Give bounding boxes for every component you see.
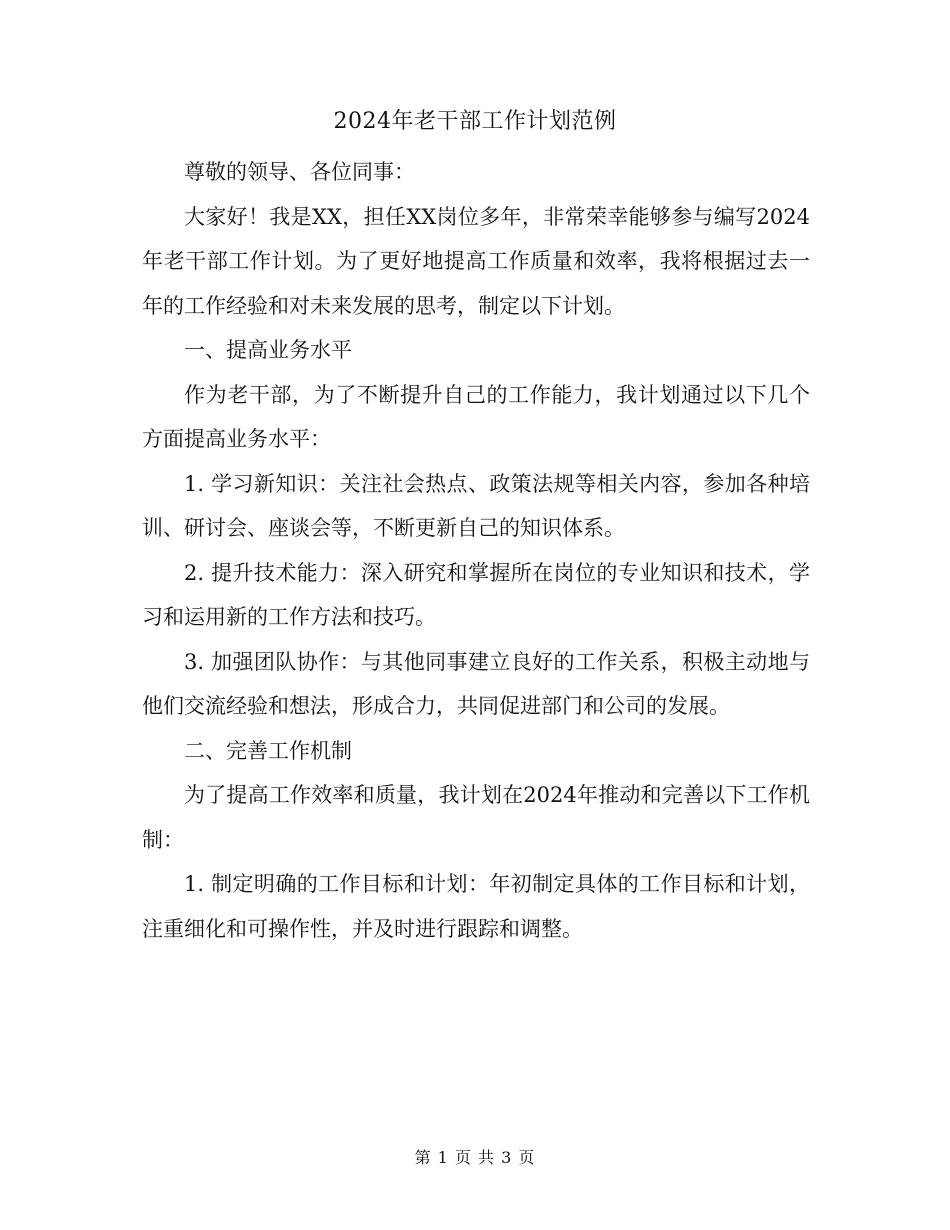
paragraph-section-2-intro: 为了提高工作效率和质量，我计划在2024年推动和完善以下工作机制： xyxy=(142,783,810,852)
list-item-1-2: 2. 提升技术能力：深入研究和掌握所在岗位的专业知识和技术，学习和运用新的工作方法和技巧。 xyxy=(142,560,810,629)
section-heading-2: 二、完善工作机制 xyxy=(184,738,352,763)
paragraph-salutation: 尊敬的领导、各位同事： xyxy=(184,160,415,184)
page-number-footer: 第 1 页 共 3 页 xyxy=(414,1148,536,1167)
document-title: 2024年老干部工作计划范例 xyxy=(333,109,617,134)
list-item-2-1: 1. 制定明确的工作目标和计划：年初制定具体的工作目标和计划，注重细化和可操作性，并及时进行跟踪和调整。 xyxy=(142,872,810,941)
section-heading-1: 一、提高业务水平 xyxy=(184,338,352,362)
list-item-1-1: 1. 学习新知识：关注社会热点、政策法规等相关内容，参加各种培训、研讨会、座谈会等，不断更新自己的知识体系。 xyxy=(142,471,810,540)
document-body xyxy=(142,150,810,951)
list-item-1-3: 3. 加强团队协作：与其他同事建立良好的工作关系，积极主动地与他们交流经验和想法，形成合力，共同促进部门和公司的发展。 xyxy=(142,649,810,718)
paragraph-section-1-intro: 作为老干部，为了不断提升自己的工作能力，我计划通过以下几个方面提高业务水平： xyxy=(142,382,810,451)
paragraph-introduction: 大家好！我是XX，担任XX岗位多年，非常荣幸能够参与编写2024年老干部工作计划。为了更好地提高工作质量和效率，我将根据过去一年的工作经验和对未来发展的思考，制定以下计划。 xyxy=(142,204,810,318)
